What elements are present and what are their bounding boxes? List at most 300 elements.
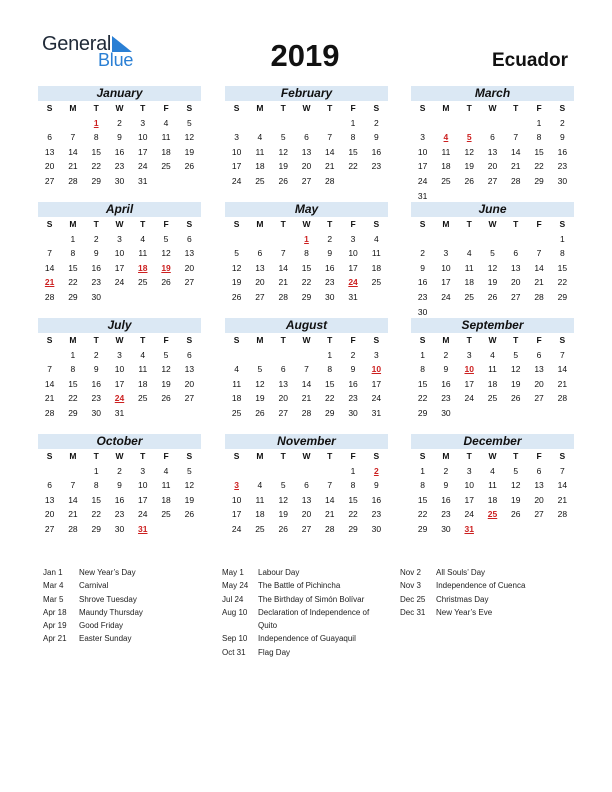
day-cell: 31: [138, 175, 148, 186]
week-row: [225, 174, 388, 189]
holiday-item: [43, 566, 143, 579]
day-cell: 22: [417, 393, 428, 404]
week-row: [411, 261, 574, 276]
day-cell: 23: [441, 509, 451, 520]
weekday-header: [225, 217, 388, 232]
empty-cell: [551, 189, 574, 204]
day-cell: 2: [350, 349, 356, 360]
holiday-date: Dec 25: [400, 594, 426, 604]
week-row: [38, 391, 201, 406]
day-cell: 13: [255, 262, 265, 273]
day-cell: 2: [443, 465, 449, 476]
day-cell: 20: [487, 161, 498, 172]
day-cell: 8: [350, 132, 356, 143]
day-cell: 21: [557, 378, 568, 389]
day-cell: 4: [373, 233, 379, 244]
day-cell: 22: [301, 277, 312, 288]
weekday-header: [411, 333, 574, 348]
empty-cell: [61, 116, 84, 131]
holiday-item: [43, 619, 143, 632]
empty-cell: [365, 174, 388, 189]
weekday-label: T: [93, 103, 99, 113]
day-cell: 21: [557, 494, 568, 505]
day-cell: 9: [117, 132, 122, 143]
day-cell: 15: [91, 146, 101, 157]
day-cell: 30: [348, 407, 358, 418]
day-cell: 10: [464, 480, 474, 491]
day-cell: 8: [93, 132, 99, 143]
empty-cell: [154, 174, 177, 189]
holiday-date: [222, 619, 258, 632]
week-row: [411, 275, 574, 290]
empty-cell: [154, 522, 177, 537]
empty-cell: [481, 406, 504, 421]
day-cell: 26: [278, 523, 288, 534]
day-cell: 28: [511, 175, 521, 186]
day-cell: 17: [464, 494, 474, 505]
day-cell: 13: [534, 364, 544, 375]
day-cell: 5: [257, 364, 263, 375]
day-cell: 22: [91, 509, 101, 520]
day-cell: 1: [304, 233, 309, 244]
week-row: [38, 116, 201, 131]
day-cell: 21: [511, 161, 521, 172]
weekday-label: S: [46, 219, 53, 229]
day-cell: 29: [68, 407, 78, 418]
holiday-column: [400, 566, 525, 619]
day-cell: 19: [511, 494, 521, 505]
day-cell: 29: [417, 523, 428, 534]
weekday-label: T: [140, 219, 146, 229]
day-cell: 28: [44, 407, 55, 418]
day-cell: 3: [466, 349, 472, 360]
day-cell: 24: [441, 291, 451, 302]
empty-cell: [504, 116, 527, 131]
weekday-label: S: [373, 335, 380, 345]
day-cell: 29: [91, 523, 101, 534]
empty-cell: [527, 522, 550, 537]
day-cell: 11: [464, 262, 474, 273]
day-cell: 30: [91, 291, 101, 302]
day-cell: 10: [441, 262, 451, 273]
day-cell: 19: [231, 277, 242, 288]
day-cell: 3: [466, 465, 472, 476]
day-cell: 19: [161, 262, 171, 273]
week-row: [38, 145, 201, 160]
day-cell: 19: [511, 378, 521, 389]
day-cell: 23: [417, 291, 428, 302]
holiday-name: Independence of Cuenca: [436, 581, 526, 591]
day-cell: 19: [278, 161, 288, 172]
weekday-label: F: [536, 219, 542, 229]
holiday-name: The Battle of Pichincha: [258, 581, 341, 591]
month-2: [411, 86, 574, 203]
day-cell: 5: [280, 480, 286, 491]
day-cell: 20: [534, 378, 544, 389]
day-cell: 6: [47, 132, 52, 143]
empty-cell: [295, 464, 318, 479]
holiday-name: The Birthday of Simón Bolívar: [258, 594, 365, 604]
weekday-label: W: [488, 335, 497, 345]
day-cell: 23: [348, 393, 358, 404]
week-row: [38, 261, 201, 276]
day-cell: 27: [534, 393, 544, 404]
week-row: [411, 174, 574, 189]
holiday-date: Apr 19: [43, 621, 67, 631]
day-cell: 28: [325, 175, 335, 186]
day-cell: 16: [557, 146, 568, 157]
day-cell: 15: [417, 378, 428, 389]
weekday-label: M: [256, 103, 264, 113]
day-cell: 17: [114, 378, 125, 389]
day-cell: 2: [93, 349, 99, 360]
day-cell: 16: [91, 262, 101, 273]
logo-text-general: General: [42, 33, 112, 55]
day-cell: 17: [138, 146, 148, 157]
day-cell: 27: [44, 523, 55, 534]
week-row: [225, 493, 388, 508]
week-row: [225, 290, 388, 305]
day-cell: 24: [114, 393, 125, 404]
day-cell: 22: [91, 161, 101, 172]
day-cell: 6: [513, 248, 519, 259]
day-cell: 8: [93, 480, 99, 491]
day-cell: 20: [184, 262, 195, 273]
weekday-label: T: [466, 103, 472, 113]
day-cell: 7: [280, 248, 286, 259]
day-cell: 24: [464, 393, 474, 404]
day-cell: 28: [325, 523, 335, 534]
day-cell: 25: [255, 175, 265, 186]
holiday-name: Christmas Day: [436, 594, 489, 604]
weekday-label: S: [46, 335, 53, 345]
day-cell: 13: [487, 146, 498, 157]
day-cell: 16: [371, 146, 382, 157]
day-cell: 4: [257, 480, 263, 491]
week-row: [411, 377, 574, 392]
week-row: [411, 362, 574, 377]
holiday-date: Jan 1: [43, 568, 63, 577]
day-cell: 31: [464, 523, 474, 534]
day-cell: 5: [513, 349, 519, 360]
weekday-label: S: [186, 219, 193, 229]
day-cell: 1: [70, 233, 76, 244]
week-row: [225, 130, 388, 145]
day-cell: 18: [487, 494, 498, 505]
day-cell: 18: [441, 161, 451, 172]
day-cell: 14: [325, 146, 335, 157]
day-cell: 7: [47, 364, 52, 375]
week-row: [411, 189, 574, 204]
day-cell: 11: [232, 378, 242, 389]
empty-cell: [481, 522, 504, 537]
empty-cell: [225, 116, 248, 131]
weekday-label: M: [442, 103, 450, 113]
holiday-name: Flag Day: [258, 647, 291, 657]
empty-cell: [272, 116, 295, 131]
day-cell: 12: [487, 262, 498, 273]
day-cell: 11: [138, 364, 148, 375]
holiday-item: [222, 593, 369, 606]
week-row: [225, 159, 388, 174]
day-cell: 15: [68, 262, 78, 273]
day-cell: 12: [184, 480, 195, 491]
day-cell: 14: [325, 494, 335, 505]
weekday-label: T: [327, 219, 333, 229]
empty-cell: [38, 116, 61, 131]
day-cell: 29: [68, 291, 78, 302]
empty-cell: [108, 290, 131, 305]
day-cell: 20: [278, 393, 288, 404]
day-cell: 5: [163, 233, 169, 244]
day-cell: 26: [487, 291, 498, 302]
day-cell: 10: [114, 364, 125, 375]
day-cell: 23: [114, 161, 125, 172]
day-cell: 1: [327, 349, 333, 360]
day-cell: 2: [373, 465, 379, 476]
weekday-label: W: [302, 219, 311, 229]
week-row: [411, 507, 574, 522]
empty-cell: [411, 232, 434, 247]
empty-cell: [434, 232, 457, 247]
day-cell: 16: [441, 378, 451, 389]
day-cell: 31: [371, 407, 382, 418]
day-cell: 2: [117, 465, 122, 476]
weekday-label: F: [350, 451, 356, 461]
empty-cell: [504, 406, 527, 421]
day-cell: 3: [443, 248, 449, 259]
day-cell: 26: [464, 175, 474, 186]
holiday-name: Good Friday: [79, 621, 124, 631]
day-cell: 26: [184, 509, 195, 520]
day-cell: 13: [278, 378, 288, 389]
day-cell: 25: [487, 393, 498, 404]
day-cell: 4: [140, 233, 146, 244]
day-cell: 30: [114, 523, 125, 534]
weekday-label: T: [280, 451, 286, 461]
week-row: [411, 145, 574, 160]
day-cell: 13: [44, 494, 55, 505]
week-row: [38, 464, 201, 479]
day-cell: 27: [278, 407, 288, 418]
week-row: [225, 478, 388, 493]
weekday-label: T: [280, 335, 286, 345]
weekday-label: S: [186, 451, 193, 461]
month-11: [411, 434, 574, 537]
day-cell: 9: [373, 132, 379, 143]
holiday-date: Dec 31: [400, 607, 426, 617]
day-cell: 2: [420, 248, 425, 259]
day-cell: 12: [278, 146, 288, 157]
day-cell: 3: [140, 465, 146, 476]
month-9: [38, 434, 201, 537]
day-cell: 21: [44, 277, 55, 288]
day-cell: 14: [44, 378, 55, 389]
empty-cell: [272, 232, 295, 247]
weekday-label: W: [302, 451, 311, 461]
holiday-name: Easter Sunday: [79, 634, 132, 644]
week-row: [38, 130, 201, 145]
day-cell: 29: [417, 407, 428, 418]
day-cell: 7: [327, 480, 333, 491]
day-cell: 12: [161, 364, 171, 375]
day-cell: 27: [511, 291, 521, 302]
empty-cell: [131, 290, 154, 305]
day-cell: 24: [138, 509, 148, 520]
day-cell: 8: [420, 364, 425, 375]
month-5: [411, 202, 574, 319]
empty-cell: [295, 116, 318, 131]
holiday-date: May 24: [222, 581, 249, 591]
week-row: [411, 464, 574, 479]
holiday-name: Declaration of Independence of: [258, 607, 370, 617]
day-cell: 13: [534, 480, 544, 491]
empty-cell: [458, 406, 481, 421]
empty-cell: [434, 189, 457, 204]
empty-cell: [248, 348, 271, 363]
day-cell: 27: [534, 509, 544, 520]
day-cell: 5: [466, 132, 472, 143]
weekday-label: S: [233, 103, 240, 113]
day-cell: 24: [348, 277, 358, 288]
day-cell: 2: [373, 117, 379, 128]
day-cell: 8: [420, 480, 425, 491]
day-cell: 7: [70, 480, 76, 491]
holiday-date: Aug 10: [222, 607, 248, 617]
weekday-label: M: [442, 335, 450, 345]
weekday-label: T: [513, 103, 519, 113]
holiday-date: Nov 2: [400, 568, 421, 577]
day-cell: 28: [534, 291, 544, 302]
day-cell: 28: [557, 509, 568, 520]
day-cell: 19: [184, 146, 195, 157]
week-row: [38, 478, 201, 493]
empty-cell: [411, 116, 434, 131]
day-cell: 30: [114, 175, 125, 186]
day-cell: 15: [417, 494, 428, 505]
day-cell: 22: [325, 393, 335, 404]
day-cell: 30: [325, 291, 335, 302]
day-cell: 22: [348, 161, 358, 172]
day-cell: 8: [350, 480, 356, 491]
day-cell: 1: [536, 117, 542, 128]
weekday-label: T: [513, 451, 519, 461]
day-cell: 17: [138, 494, 148, 505]
day-cell: 18: [231, 393, 242, 404]
weekday-label: S: [559, 451, 566, 461]
weekday-label: M: [442, 219, 450, 229]
weekday-label: W: [302, 103, 311, 113]
weekday-header: [38, 333, 201, 348]
day-cell: 29: [91, 175, 101, 186]
day-cell: 11: [161, 480, 171, 491]
day-cell: 10: [138, 132, 148, 143]
weekday-label: W: [115, 219, 124, 229]
month-title: January: [38, 86, 201, 101]
day-cell: 25: [371, 277, 382, 288]
day-cell: 13: [184, 248, 195, 259]
day-cell: 23: [91, 277, 101, 288]
day-cell: 4: [140, 349, 146, 360]
weekday-label: W: [115, 335, 124, 345]
day-cell: 19: [184, 494, 195, 505]
day-cell: 12: [278, 494, 288, 505]
day-cell: 20: [184, 378, 195, 389]
day-cell: 23: [371, 161, 382, 172]
empty-cell: [178, 406, 201, 421]
day-cell: 6: [536, 349, 542, 360]
day-cell: 8: [327, 364, 333, 375]
day-cell: 2: [93, 233, 99, 244]
day-cell: 6: [304, 480, 309, 491]
empty-cell: [458, 305, 481, 320]
day-cell: 25: [138, 393, 148, 404]
empty-cell: [154, 406, 177, 421]
day-cell: 4: [234, 364, 239, 375]
weekday-label: S: [419, 219, 426, 229]
week-row: [411, 290, 574, 305]
day-cell: 26: [511, 393, 521, 404]
day-cell: 6: [186, 349, 192, 360]
day-cell: 6: [280, 364, 286, 375]
holiday-item: [222, 579, 369, 592]
weekday-label: T: [327, 335, 333, 345]
weekday-label: M: [442, 451, 450, 461]
weekday-label: S: [46, 103, 53, 113]
empty-cell: [504, 189, 527, 204]
holiday-item: [222, 606, 369, 619]
day-cell: 25: [487, 509, 498, 520]
day-cell: 11: [255, 494, 265, 505]
empty-cell: [458, 232, 481, 247]
weekday-label: F: [536, 335, 542, 345]
empty-cell: [527, 406, 550, 421]
empty-cell: [248, 116, 271, 131]
empty-cell: [178, 522, 201, 537]
month-title: April: [38, 202, 201, 217]
day-cell: 30: [371, 523, 382, 534]
day-cell: 14: [557, 364, 568, 375]
day-cell: 24: [231, 175, 242, 186]
weekday-label: T: [93, 451, 99, 461]
week-row: [38, 362, 201, 377]
day-cell: 20: [534, 494, 544, 505]
day-cell: 9: [443, 364, 449, 375]
day-cell: 14: [278, 262, 288, 273]
empty-cell: [527, 305, 550, 320]
day-cell: 20: [44, 161, 55, 172]
month-title: May: [225, 202, 388, 217]
weekday-header: [225, 449, 388, 464]
day-cell: 6: [536, 465, 542, 476]
day-cell: 21: [68, 161, 78, 172]
day-cell: 23: [325, 277, 335, 288]
day-cell: 28: [557, 393, 568, 404]
empty-cell: [341, 174, 364, 189]
weekday-label: S: [46, 451, 53, 461]
day-cell: 16: [114, 146, 125, 157]
day-cell: 27: [184, 393, 195, 404]
empty-cell: [178, 290, 201, 305]
day-cell: 17: [417, 161, 428, 172]
holiday-name: All Souls’ Day: [436, 568, 486, 577]
day-cell: 17: [348, 262, 358, 273]
day-cell: 16: [371, 494, 382, 505]
day-cell: 12: [255, 378, 265, 389]
month-title: December: [411, 434, 574, 449]
holiday-item: [400, 606, 525, 619]
day-cell: 26: [255, 407, 265, 418]
